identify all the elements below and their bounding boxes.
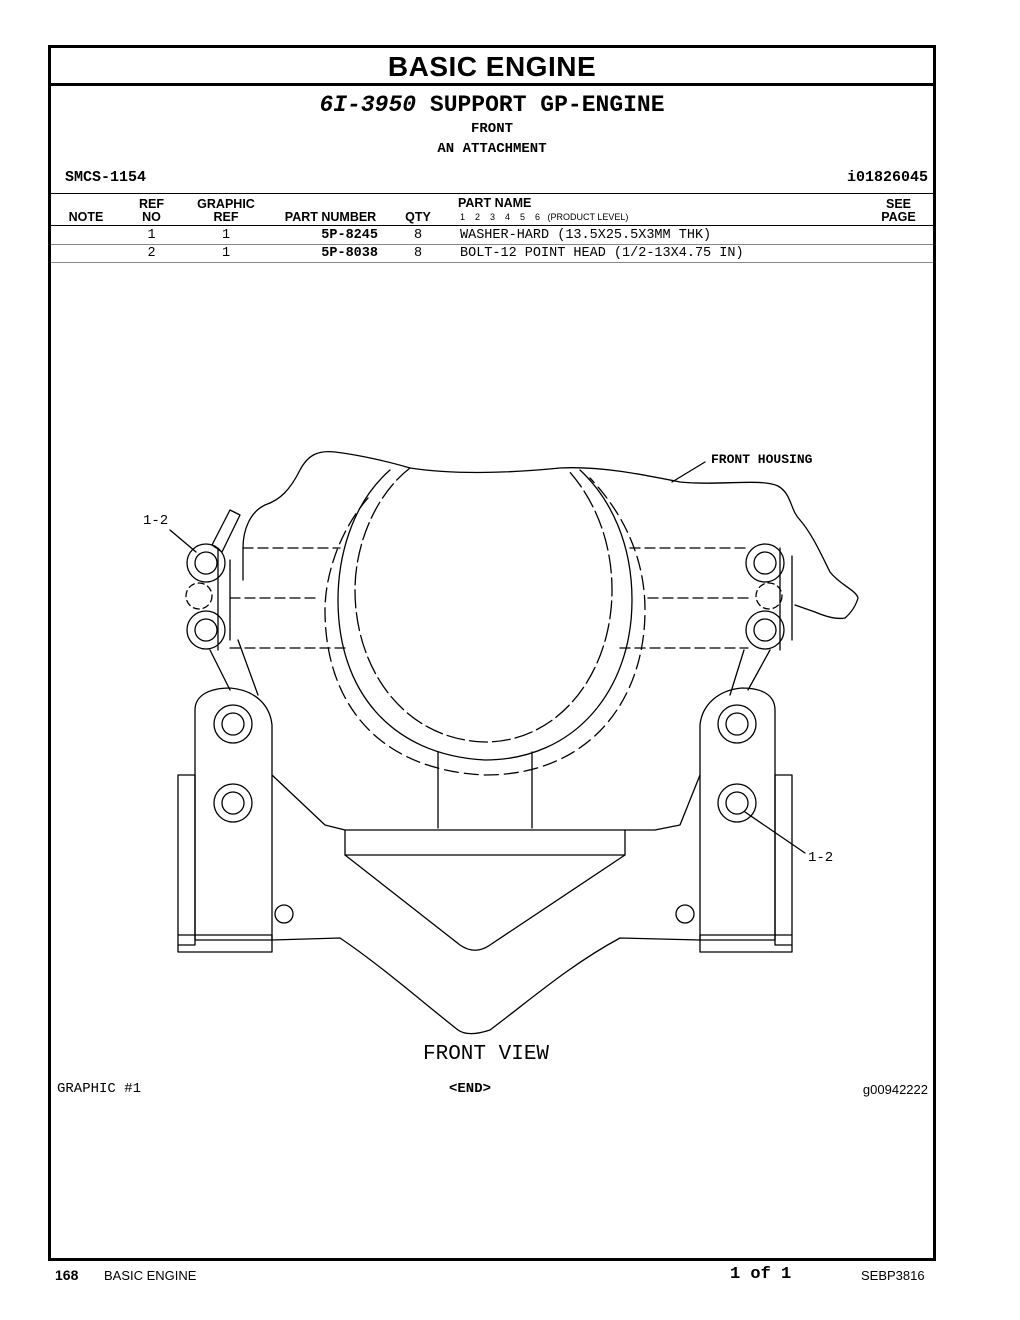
callout-right: 1-2 bbox=[808, 850, 834, 866]
col-product-levels: 1 2 3 4 5 6 (PRODUCT LEVEL) bbox=[460, 212, 629, 222]
row1-graphic-ref: 1 bbox=[221, 228, 231, 243]
right-phantom-hole bbox=[756, 583, 782, 609]
col-see-page-line1: SEE bbox=[885, 197, 911, 211]
doc-id: SEBP3816 bbox=[861, 1268, 925, 1283]
col-note: NOTE bbox=[68, 210, 104, 224]
section-title: BASIC ENGINE bbox=[51, 48, 933, 86]
page-number: 168 bbox=[55, 1267, 79, 1283]
row2-part-number: 5P-8038 bbox=[321, 246, 378, 261]
row2-qty: 8 bbox=[413, 246, 423, 261]
row2-ref-no: 2 bbox=[147, 246, 156, 261]
pagination: 1 of 1 bbox=[730, 1265, 792, 1284]
right-side-plate bbox=[700, 775, 792, 952]
support-inner-edges bbox=[345, 830, 625, 855]
row1-qty: 8 bbox=[413, 228, 423, 243]
graphic-id: g00942222 bbox=[862, 1082, 928, 1097]
group-subtitle-2: AN ATTACHMENT bbox=[437, 141, 547, 157]
group-subtitle-1: FRONT bbox=[470, 121, 513, 137]
row1-part-number: 5P-8245 bbox=[321, 228, 378, 243]
col-ref-no-line2: NO bbox=[142, 210, 161, 224]
engine-support-drawing bbox=[51, 48, 933, 1258]
col-graphic-ref-line1: GRAPHIC bbox=[197, 197, 255, 211]
support-v-brace bbox=[345, 855, 625, 950]
end-marker: <END> bbox=[449, 1081, 492, 1097]
front-housing-outline bbox=[243, 452, 858, 619]
callout-left: 1-2 bbox=[143, 513, 169, 529]
row1-ref-no: 1 bbox=[147, 228, 156, 243]
callout-front-housing: FRONT HOUSING bbox=[711, 452, 813, 467]
bore-outer-dashed bbox=[325, 478, 645, 775]
right-small-hole bbox=[676, 905, 694, 923]
graphic-number: GRAPHIC #1 bbox=[57, 1081, 142, 1097]
housing-tab bbox=[212, 510, 240, 552]
flange-edges bbox=[218, 548, 792, 650]
left-phantom-hole bbox=[186, 583, 212, 609]
group-name: SUPPORT GP-ENGINE bbox=[429, 92, 665, 118]
left-side-plate bbox=[178, 775, 272, 952]
row2-graphic-ref: 1 bbox=[221, 246, 231, 261]
col-ref-no-line1: REF bbox=[139, 197, 164, 211]
view-label: FRONT VIEW bbox=[423, 1043, 550, 1066]
support-side-edges bbox=[272, 775, 700, 940]
info-id: i01826045 bbox=[846, 169, 928, 186]
leader-left bbox=[170, 530, 196, 552]
group-part-number: 6I-3950 bbox=[319, 92, 417, 118]
bolt-heads bbox=[187, 544, 784, 822]
row1-part-name: WASHER-HARD (13.5X25.5X3MM THK) bbox=[460, 228, 712, 243]
col-part-name: PART NAME bbox=[458, 196, 532, 210]
footer-section: BASIC ENGINE bbox=[104, 1268, 197, 1283]
bore-inner bbox=[355, 468, 612, 742]
smcs-code: SMCS-1154 bbox=[65, 169, 147, 186]
row2-part-name: BOLT-12 POINT HEAD (1/2-13X4.75 IN) bbox=[460, 246, 744, 261]
support-neck bbox=[438, 752, 532, 828]
left-small-hole bbox=[275, 905, 293, 923]
col-qty: QTY bbox=[405, 210, 431, 224]
col-part-number: PART NUMBER bbox=[284, 210, 377, 224]
page-frame bbox=[48, 45, 936, 1261]
col-graphic-ref-line2: REF bbox=[213, 210, 239, 224]
leader-front-housing bbox=[672, 462, 705, 482]
col-see-page-line2: PAGE bbox=[881, 210, 916, 224]
support-body bbox=[195, 688, 775, 1034]
bore-ring bbox=[338, 470, 632, 760]
